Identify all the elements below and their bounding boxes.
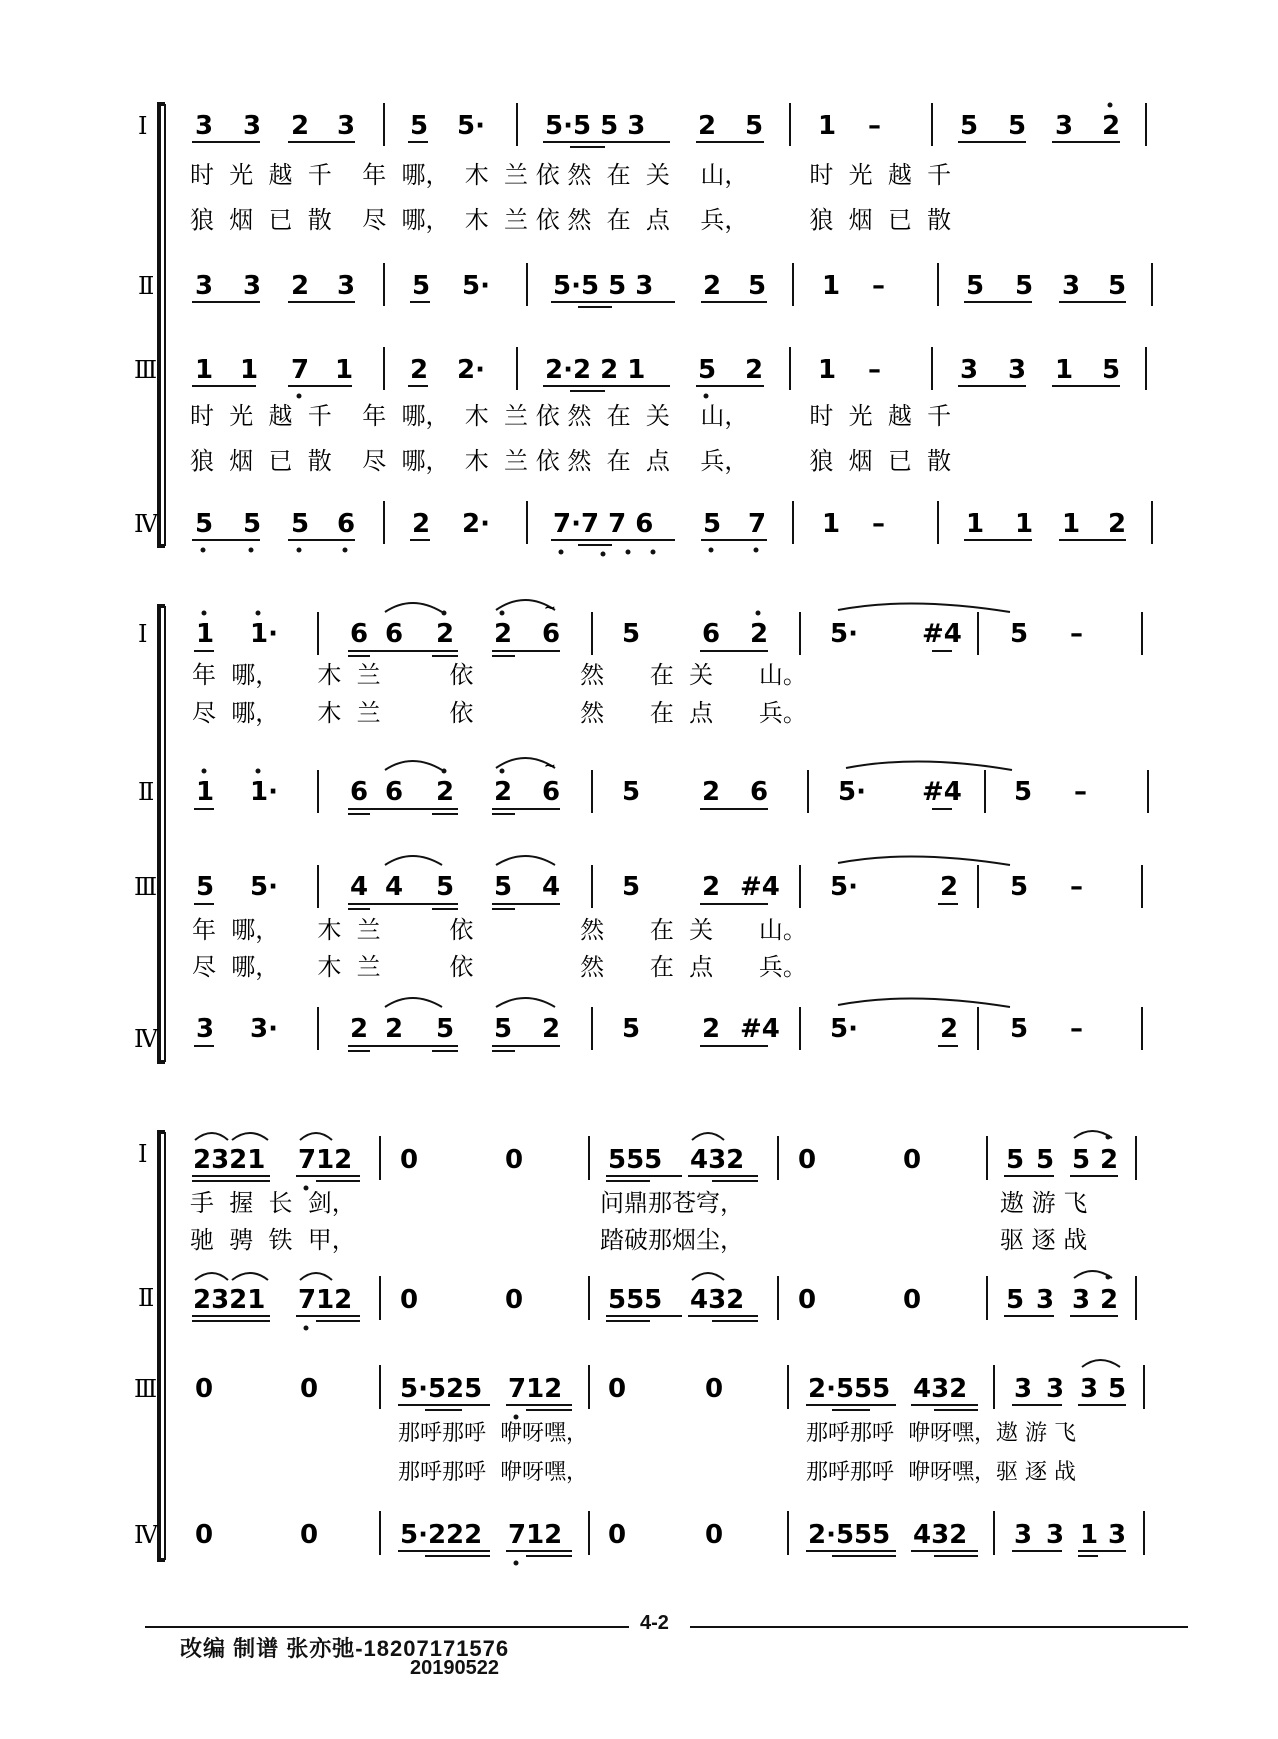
rest: 0: [195, 1374, 214, 1404]
note: 5·: [830, 872, 858, 902]
note: 2: [291, 111, 310, 141]
lyric-line: 狼 烟 已 散 尽 哪， 木 兰 依 然 在 点 兵， 狼 烟 已 散: [190, 447, 952, 475]
note: 5: [966, 271, 985, 301]
lyric-line: 踏破那烟尘，: [600, 1226, 744, 1254]
note: 5: [291, 509, 310, 539]
note-group: 7·7 7 6: [553, 509, 654, 539]
note-group: 5·222: [400, 1520, 483, 1550]
note-group: 432: [913, 1520, 968, 1550]
rest: 0: [400, 1285, 419, 1315]
note-group: 432: [690, 1285, 745, 1315]
note: 3: [1080, 1374, 1099, 1404]
note: 1: [822, 509, 841, 539]
note: 5: [1008, 111, 1027, 141]
lyric-line: 那呼那呼 咿呀嘿，: [398, 1460, 588, 1485]
note: 7: [748, 509, 767, 539]
voice-label-1: Ⅰ: [138, 112, 148, 140]
note: –: [1070, 872, 1083, 902]
note: 3: [1055, 111, 1074, 141]
note: 6: [542, 619, 561, 649]
voice-label-4: Ⅳ: [134, 1025, 158, 1053]
note: 3: [1036, 1285, 1055, 1315]
note: 2: [291, 271, 310, 301]
note-group: 432: [913, 1374, 968, 1404]
trill-mark: ~: [544, 600, 556, 616]
note: 6: [542, 777, 561, 807]
voice-label-3: Ⅲ: [134, 356, 158, 384]
note: 5: [1006, 1285, 1025, 1315]
voice-4-row: [195, 1511, 1144, 1566]
note: 5·: [838, 777, 866, 807]
note: 3·: [250, 1014, 278, 1044]
note: 2: [1100, 1145, 1119, 1175]
note: 5: [196, 872, 215, 902]
rest: 0: [300, 1374, 319, 1404]
rest: 0: [705, 1520, 724, 1550]
note: 1: [240, 355, 259, 385]
voice-label-4: Ⅳ: [134, 510, 158, 538]
note: 5: [494, 1014, 513, 1044]
note: 5: [243, 509, 262, 539]
voice-label-3: Ⅲ: [134, 1375, 158, 1403]
note-group: 712: [508, 1520, 563, 1550]
trill-mark: ~: [544, 758, 556, 774]
note: 5: [1014, 777, 1033, 807]
note: 2: [436, 777, 455, 807]
note: 6: [337, 509, 356, 539]
note: 2: [494, 777, 513, 807]
note: –: [868, 111, 881, 141]
note: 1: [818, 111, 837, 141]
note: 5: [1072, 1145, 1091, 1175]
lyric-line: 年 哪， 木 兰 依 然 在 关 山。: [192, 916, 807, 944]
note: 5·: [457, 111, 485, 141]
note: 1: [822, 271, 841, 301]
voice-1-row: [192, 103, 1146, 148]
note: 5: [410, 111, 429, 141]
system-3: [134, 1131, 1144, 1566]
note-group: 712: [508, 1374, 563, 1404]
note: 3: [195, 111, 214, 141]
note-group: 5·5 5 3: [545, 111, 646, 141]
note: 3: [1014, 1520, 1033, 1550]
note-group: 712: [298, 1145, 353, 1175]
note: 3: [195, 271, 214, 301]
note: #4: [922, 619, 962, 649]
note: 5·: [462, 271, 490, 301]
rest: 0: [195, 1520, 214, 1550]
note: 2: [702, 1014, 721, 1044]
note-group: 555: [608, 1285, 663, 1315]
note: 5: [1108, 271, 1127, 301]
note-group: 2·555: [808, 1520, 891, 1550]
note: 5·: [830, 1014, 858, 1044]
note: 1: [1015, 509, 1034, 539]
note: 5: [748, 271, 767, 301]
system-2: [134, 600, 1148, 1062]
voice-label-1: Ⅰ: [138, 1140, 148, 1168]
note: 2: [542, 1014, 561, 1044]
note: 3: [1108, 1520, 1127, 1550]
note: 3: [243, 111, 262, 141]
rest: 0: [505, 1145, 524, 1175]
note: 6: [350, 619, 369, 649]
voice-3-row: [195, 1360, 1144, 1420]
note: 3: [337, 111, 356, 141]
arranger-credit: 改编 制谱 张亦弛-18207171576: [180, 1636, 510, 1661]
note: 1: [1055, 355, 1074, 385]
note: 3: [1072, 1285, 1091, 1315]
note: 1: [966, 509, 985, 539]
note: 5: [436, 872, 455, 902]
note: 5: [622, 777, 641, 807]
note: 6: [750, 777, 769, 807]
note-group: 555: [608, 1145, 663, 1175]
note: 3: [1014, 1374, 1033, 1404]
note: 2: [702, 777, 721, 807]
note: 3: [1046, 1520, 1065, 1550]
voice-1-row: [194, 600, 1142, 656]
voice-3-row: [194, 856, 1142, 909]
voice-label-2: Ⅱ: [138, 1284, 155, 1312]
note: #4: [922, 777, 962, 807]
note: 5: [622, 1014, 641, 1044]
note: 2: [703, 271, 722, 301]
note: 5: [1015, 271, 1034, 301]
rest: 0: [798, 1145, 817, 1175]
lyric-line: 手 握 长 剑，: [190, 1189, 356, 1217]
rest: 0: [705, 1374, 724, 1404]
note-group: 2·2 2 1: [545, 355, 646, 385]
note: 1: [335, 355, 354, 385]
voice-label-3: Ⅲ: [134, 873, 158, 901]
note-group: 432: [690, 1145, 745, 1175]
page-number: 4-2: [634, 1612, 675, 1635]
lyric-line: 尽 哪， 木 兰 依 然 在 点 兵。: [192, 953, 807, 981]
voice-4-row: [192, 501, 1152, 557]
note: 5: [1010, 1014, 1029, 1044]
note: 3: [1008, 355, 1027, 385]
note: #4: [740, 872, 780, 902]
note: 1·: [250, 777, 278, 807]
lyric-line: 时 光 越 千 年 哪， 木 兰 依 然 在 关 山， 时 光 越 千: [190, 402, 952, 430]
voice-label-1: Ⅰ: [138, 620, 148, 648]
note: –: [1070, 1014, 1083, 1044]
note: 1: [1062, 509, 1081, 539]
voice-2-row: [192, 263, 1152, 307]
rest: 0: [400, 1145, 419, 1175]
note: 5: [960, 111, 979, 141]
rest: 0: [505, 1285, 524, 1315]
note: 5: [698, 355, 717, 385]
rest: 0: [608, 1374, 627, 1404]
note: 5: [412, 271, 431, 301]
lyric-line: 遨 游 飞: [1000, 1189, 1088, 1217]
note: 2: [1102, 111, 1121, 141]
note: 1: [1080, 1520, 1099, 1550]
voice-2-row: [192, 1271, 1136, 1331]
lyric-line: 年 哪， 木 兰 依 然 在 关 山。: [192, 661, 807, 689]
lyric-line: 那呼那呼 咿呀嘿，驱 逐 战: [806, 1460, 1076, 1485]
voice-3-row: [192, 347, 1146, 399]
note: 5·: [250, 872, 278, 902]
note: 5: [436, 1014, 455, 1044]
rest: 0: [608, 1520, 627, 1550]
note: 4: [542, 872, 561, 902]
note: 2: [940, 1014, 959, 1044]
lyric-line: 问鼎那苍穹，: [600, 1189, 744, 1217]
note: 4: [350, 872, 369, 902]
note: 2: [750, 619, 769, 649]
note: 2: [410, 355, 429, 385]
note-group: 5·525: [400, 1374, 483, 1404]
note: 6: [702, 619, 721, 649]
note: –: [1074, 777, 1087, 807]
note: 5: [1036, 1145, 1055, 1175]
note: 2: [350, 1014, 369, 1044]
note: 2: [494, 619, 513, 649]
lyric-line: 驰 骋 铁 甲，: [190, 1226, 356, 1254]
voice-4-row: [194, 998, 1142, 1051]
note: 6: [385, 619, 404, 649]
note-group: 712: [298, 1285, 353, 1315]
note: #4: [740, 1014, 780, 1044]
note: 6: [350, 777, 369, 807]
note-group: 2·555: [808, 1374, 891, 1404]
lyric-line: 狼 烟 已 散 尽 哪， 木 兰 依 然 在 点 兵， 狼 烟 已 散: [190, 206, 952, 234]
lyric-line: 尽 哪， 木 兰 依 然 在 点 兵。: [192, 699, 807, 727]
note: 6: [385, 777, 404, 807]
system-1: [134, 103, 1152, 557]
note: 2: [412, 509, 431, 539]
note: –: [1070, 619, 1083, 649]
note: 2: [698, 111, 717, 141]
note: 2: [745, 355, 764, 385]
note: 5: [494, 872, 513, 902]
rest: 0: [300, 1520, 319, 1550]
note: 5: [703, 509, 722, 539]
lyric-line: 时 光 越 千 年 哪， 木 兰 依 然 在 关 山， 时 光 越 千: [190, 161, 952, 189]
note: 2: [385, 1014, 404, 1044]
lyric-line: 那呼那呼 咿呀嘿，遨 游 飞: [806, 1421, 1076, 1446]
rest: 0: [903, 1145, 922, 1175]
note: 3: [337, 271, 356, 301]
note: 5: [1010, 619, 1029, 649]
note: 5: [622, 619, 641, 649]
note: 3: [1046, 1374, 1065, 1404]
note: 3: [196, 1014, 215, 1044]
note: 2·: [462, 509, 490, 539]
note: 3: [960, 355, 979, 385]
note: 4: [385, 872, 404, 902]
note: 5: [195, 509, 214, 539]
note: 1: [196, 777, 215, 807]
note: 1: [195, 355, 214, 385]
note: 3: [1062, 271, 1081, 301]
note: 5: [622, 872, 641, 902]
note: 1: [818, 355, 837, 385]
note: 1: [196, 619, 215, 649]
note: 2: [940, 872, 959, 902]
rest: 0: [798, 1285, 817, 1315]
note: 2: [1100, 1285, 1119, 1315]
lyric-line: 驱 逐 战: [1000, 1226, 1088, 1254]
voice-label-2: Ⅱ: [138, 778, 155, 806]
arrangement-date: 20190522: [410, 1657, 499, 1679]
lyric-line: 那呼那呼 咿呀嘿，: [398, 1421, 588, 1446]
voice-label-2: Ⅱ: [138, 272, 155, 300]
note: 5·: [830, 619, 858, 649]
note: 5: [1102, 355, 1121, 385]
note-group: 2321: [193, 1285, 266, 1315]
note: 5: [1006, 1145, 1025, 1175]
note: 5: [1010, 872, 1029, 902]
note: –: [872, 509, 885, 539]
note: 2: [1108, 509, 1127, 539]
note: 1·: [250, 619, 278, 649]
note: 5: [745, 111, 764, 141]
voice-label-4: Ⅳ: [134, 1521, 158, 1549]
note: 7: [291, 355, 310, 385]
note: 3: [243, 271, 262, 301]
rest: 0: [903, 1285, 922, 1315]
note: –: [868, 355, 881, 385]
note-group: 2321: [193, 1145, 266, 1175]
note: –: [872, 271, 885, 301]
note: 2: [702, 872, 721, 902]
note: 2·: [457, 355, 485, 385]
note-group: 5·5 5 3: [553, 271, 654, 301]
voice-2-row: [194, 758, 1148, 814]
voice-1-row: [192, 1131, 1136, 1191]
note: 2: [436, 619, 455, 649]
note: 5: [1108, 1374, 1127, 1404]
